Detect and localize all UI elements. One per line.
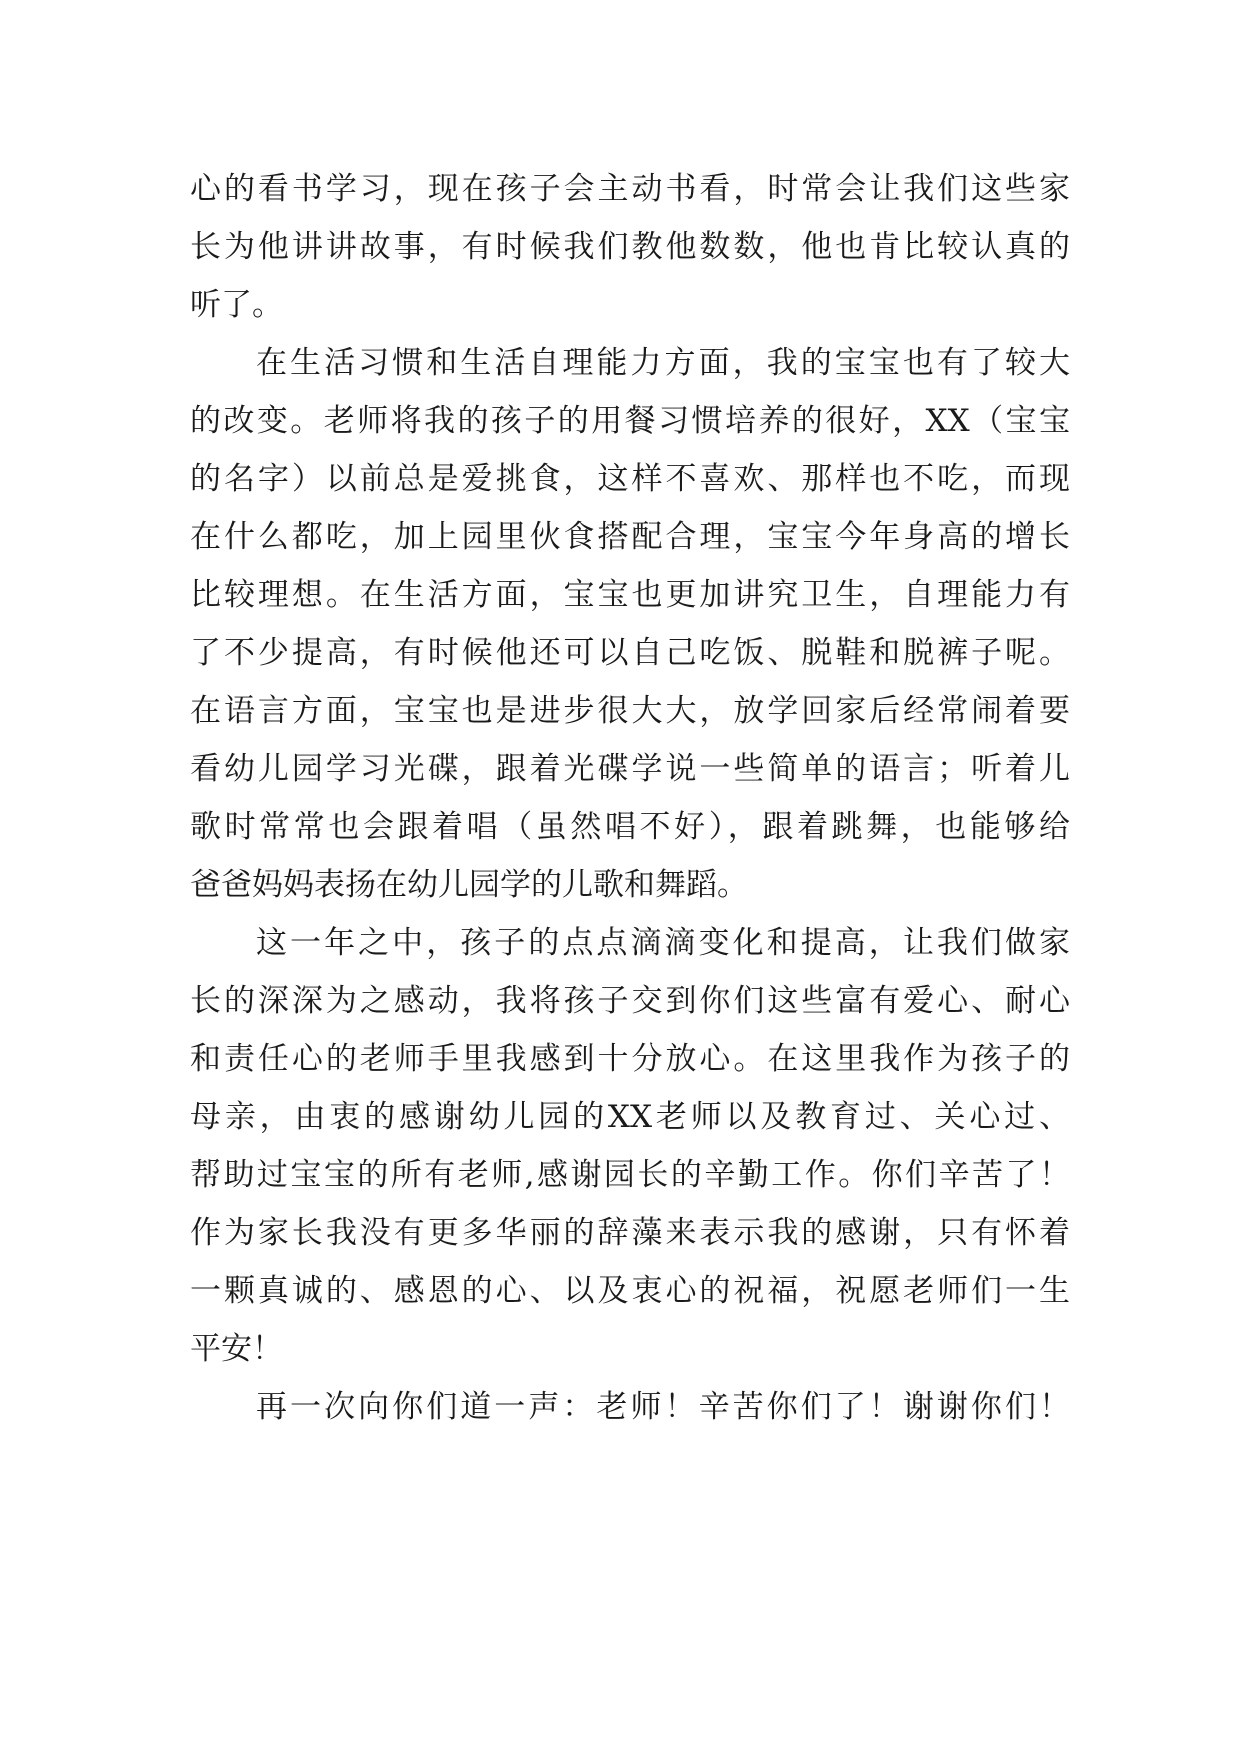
text-line: 歌时常常也会跟着唱（虽然唱不好），跟着跳舞，也能够给 xyxy=(190,809,1070,845)
text-line: 长为他讲讲故事，有时候我们教他数数，他也肯比较认真的 xyxy=(190,229,1070,265)
text-line: 和责任心的老师手里我感到十分放心。在这里我作为孩子的 xyxy=(190,1041,1070,1077)
text-line: 的改变。老师将我的孩子的用餐习惯培养的很好，XX（宝宝 xyxy=(190,403,1070,439)
text-line: 平安！ xyxy=(190,1331,283,1367)
text-line: 看幼儿园学习光碟，跟着光碟学说一些简单的语言；听着儿 xyxy=(190,751,1070,787)
text-line: 一颗真诚的、感恩的心、以及衷心的祝福，祝愿老师们一生 xyxy=(190,1273,1070,1309)
text-line: 的名字）以前总是爱挑食，这样不喜欢、那样也不吃，而现 xyxy=(190,461,1070,497)
text-line: 听了。 xyxy=(190,287,283,323)
text-line: 长的深深为之感动，我将孩子交到你们这些富有爱心、耐心 xyxy=(190,983,1070,1019)
text-line: 了不少提高，有时候他还可以自己吃饭、脱鞋和脱裤子呢。 xyxy=(190,635,1070,671)
text-line: 在语言方面，宝宝也是进步很大大，放学回家后经常闹着要 xyxy=(190,693,1070,729)
letter-body xyxy=(190,160,1070,1436)
text-line: 再一次向你们道一声：老师！辛苦你们了！谢谢你们！ xyxy=(256,1389,1070,1425)
text-line: 在什么都吃，加上园里伙食搭配合理，宝宝今年身高的增长 xyxy=(190,519,1070,555)
text-line: 母亲，由衷的感谢幼儿园的XX老师以及教育过、关心过、 xyxy=(190,1099,1070,1135)
text-line: 心的看书学习，现在孩子会主动书看，时常会让我们这些家 xyxy=(190,171,1070,207)
text-line: 作为家长我没有更多华丽的辞藻来表示我的感谢，只有怀着 xyxy=(190,1215,1070,1251)
text-line: 爸爸妈妈表扬在幼儿园学的儿歌和舞蹈。 xyxy=(190,867,748,903)
text-line: 在生活习惯和生活自理能力方面，我的宝宝也有了较大 xyxy=(256,345,1070,381)
text-line: 帮助过宝宝的所有老师,感谢园长的辛勤工作。你们辛苦了！ xyxy=(190,1157,1070,1193)
text-line: 比较理想。在生活方面，宝宝也更加讲究卫生，自理能力有 xyxy=(190,577,1070,613)
text-line: 这一年之中，孩子的点点滴滴变化和提高，让我们做家 xyxy=(256,925,1070,961)
